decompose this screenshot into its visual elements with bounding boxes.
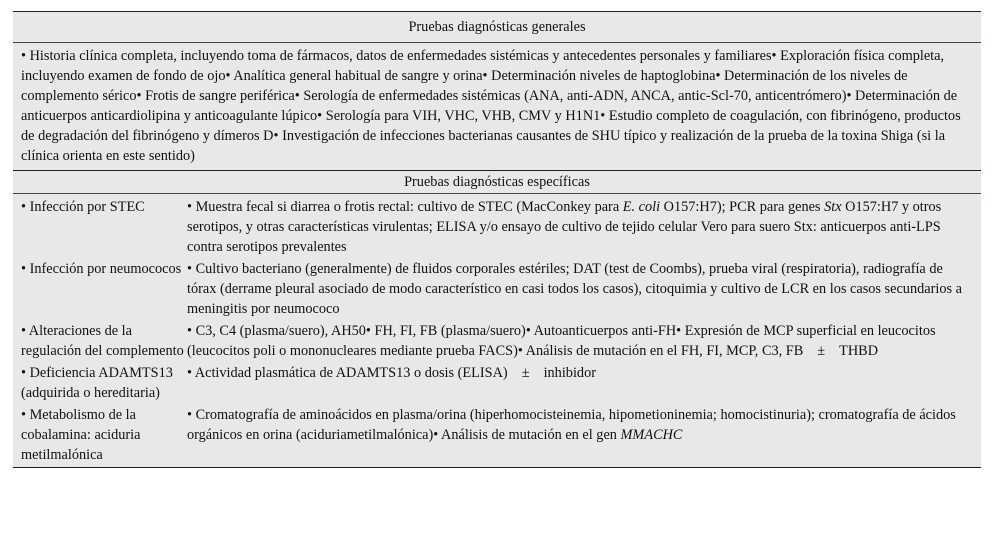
table-row (13, 361, 981, 403)
table-row (13, 319, 981, 361)
general-tests-text: • Historia clínica completa, incluyendo toma de fármacos, datos de enfermedades sistémicas y antecedentes personales y familiares• Exploración física completa, incluyendo examen de fondo de ojo• Analítica general habitual de sangre y orina• Determinación niveles de haptoglobina• Determinación de los niveles de complemento sérico• Frotis de sangre periférica• Serología de enfermedades sistémicas (ANA, anti-ADN, ANCA, antic-Scl-70, anticentrómero)• Determinación de anticuerpos anticardiolipina y anticoagulante lúpico• Serología para VIH, VHC, VHB, CMV y H1N1• Estudio completo de coagulación, con fibrinógeno, productos de degradación del fibrinógeno y dímeros D• Investigación de infecciones bacterianas causantes de SHU típico y realización de la prueba de la toxina Shiga (si la clínica orienta en este sentido) (21, 48, 961, 164)
tests-cell: • C3, C4 (plasma/suero), AH50• FH, FI, FB (plasma/suero)• Autoanticuerpos anti-FH• Expresión de MCP superficial en leucocitos (leucocitos poli o mononucleares mediante prueba FACS)• Análisis de mutación en el FH, FI, MCP, C3, FB ± THBD (187, 323, 936, 359)
condition-cell: • Infección por neumococos (21, 261, 182, 277)
tests-cell: • Cultivo bacteriano (generalmente) de fluidos corporales estériles; DAT (test de Coombs), prueba viral (respiratoria), radiografía de tórax (derrame pleural asociado de modo característico en casi todos los casos), citoquimia y cultivo de LCR en los casos secundarios a meningitis por neumococo (187, 261, 962, 317)
table-row (13, 403, 981, 467)
table-row (13, 257, 981, 319)
specific-tests-title: Pruebas diagnósticas específicas (13, 170, 981, 194)
tests-cell: • Cromatografía de aminoácidos en plasma/orina (hiperhomocisteinemia, hipometioninemia; homocistinuria); cromatografía de ácidos orgánicos en orina (aciduriametilmalónica)• Análisis de mutación en el gen MMACHC (187, 407, 956, 443)
condition-cell: • Deficiencia ADAMTS13 (adquirida o hereditaria) (21, 365, 173, 401)
diagnostic-tests-table (13, 11, 981, 468)
condition-cell: • Infección por STEC (21, 199, 145, 215)
tests-cell: • Actividad plasmática de ADAMTS13 o dosis (ELISA) ± inhibidor (187, 365, 596, 381)
tests-cell: • Muestra fecal si diarrea o frotis rectal: cultivo de STEC (MacConkey para E. coli O157:H7); PCR para genes Stx O157:H7 y otros serotipos, y otras características virulentas; ELISA y/o ensayo de cultivo de tejido celular Vero para suero Stx: anticuerpos anti-LPS contra serotipos prevalentes (187, 199, 942, 255)
condition-cell: • Metabolismo de la cobalamina: aciduria metilmalónica (21, 407, 141, 463)
table-row (13, 194, 981, 257)
condition-cell: • Alteraciones de la regulación del complemento (21, 323, 184, 359)
general-tests-title: Pruebas diagnósticas generales (13, 12, 981, 43)
